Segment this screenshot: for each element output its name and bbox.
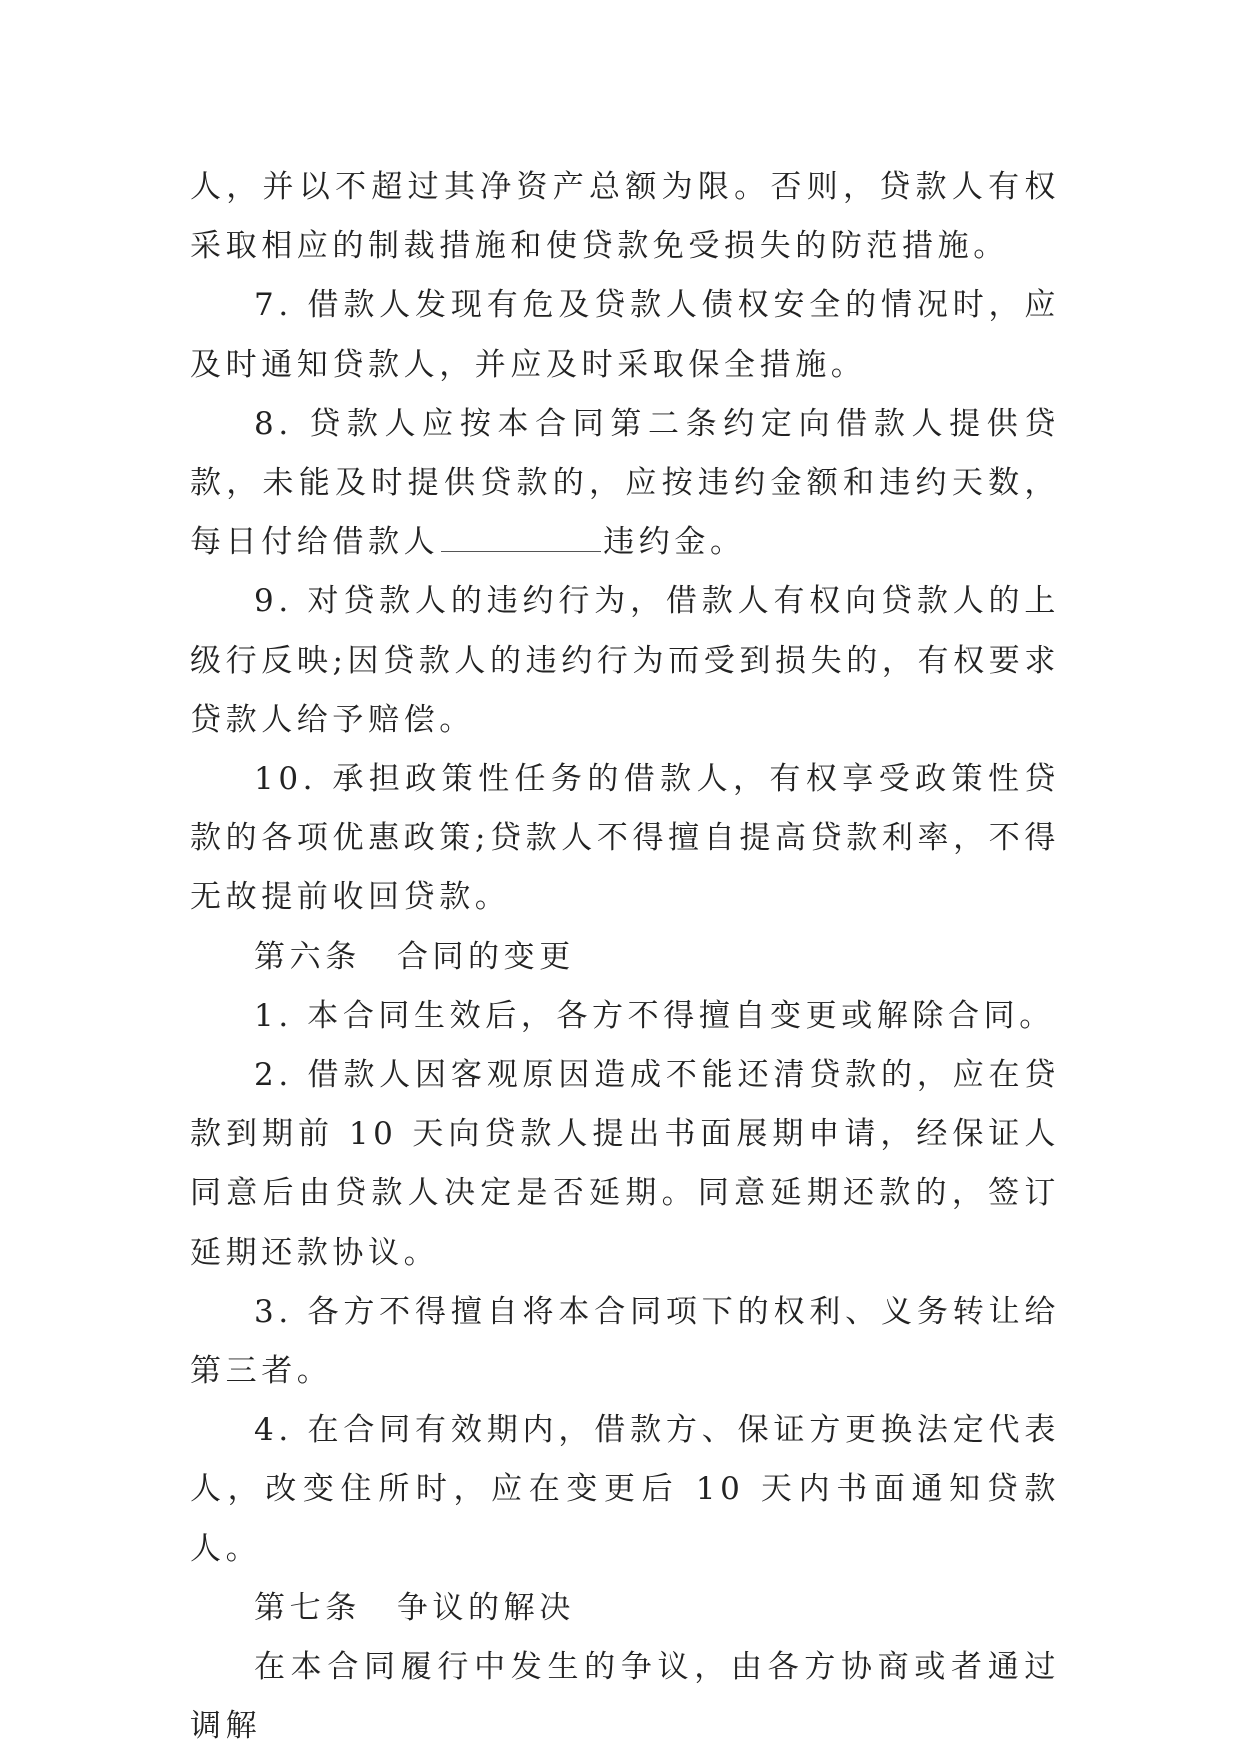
article-6-number: 第六条 <box>254 938 361 975</box>
clause-8 <box>190 395 1060 573</box>
article-7-text: 在本合同履行中发生的争议，由各方协商或者通过调解 <box>190 1649 1060 1745</box>
clause-9: 9. 对贷款人的违约行为，借款人有权向贷款人的上级行反映;因贷款人的违约行为而受到损失的，有权要求贷款人给予赔偿。 <box>190 583 1060 738</box>
article-6-item-3: 3. 各方不得擅自将本合同项下的权利、义务转让给第三者。 <box>190 1293 1060 1390</box>
clause-8-text: 8. 贷款人应按本合同第二条约定向借款人提供贷款，未能及时提供贷款的，应按违约金额和违约天数，每日付给借款人 <box>190 405 1060 561</box>
contract-text <box>190 158 1060 1756</box>
paragraph-continuation: 人，并以不超过其净资产总额为限。否则，贷款人有权采取相应的制裁措施和使贷款免受损失的防范措施。 <box>190 169 1060 265</box>
article-6-item-4: 4. 在合同有效期内，借款方、保证方更换法定代表人，改变住所时，应在变更后 10 天内书面通知贷款人。 <box>190 1412 1060 1567</box>
clause-10: 10. 承担政策性任务的借款人，有权享受政策性贷款的各项优惠政策;贷款人不得擅自提高贷款利率，不得无故提前收回贷款。 <box>190 761 1060 916</box>
article-7-title: 争议的解决 <box>396 1589 575 1626</box>
article-6-heading <box>190 928 1060 987</box>
article-7-heading <box>190 1579 1060 1638</box>
clause-8-tail: 违约金。 <box>603 524 746 561</box>
blank-line <box>441 525 601 552</box>
article-7-number: 第七条 <box>254 1589 361 1626</box>
article-6-title: 合同的变更 <box>396 938 575 975</box>
article-6-item-1: 1. 本合同生效后，各方不得擅自变更或解除合同。 <box>254 997 1055 1034</box>
clause-7: 7. 借款人发现有危及贷款人债权安全的情况时，应及时通知贷款人，并应及时采取保全措施。 <box>190 287 1060 383</box>
article-6-item-2: 2. 借款人因客观原因造成不能还清贷款的，应在贷款到期前 10 天向贷款人提出书面展期申请，经保证人同意后由贷款人决定是否延期。同意延期还款的，签订延期还款协议。 <box>190 1057 1060 1271</box>
